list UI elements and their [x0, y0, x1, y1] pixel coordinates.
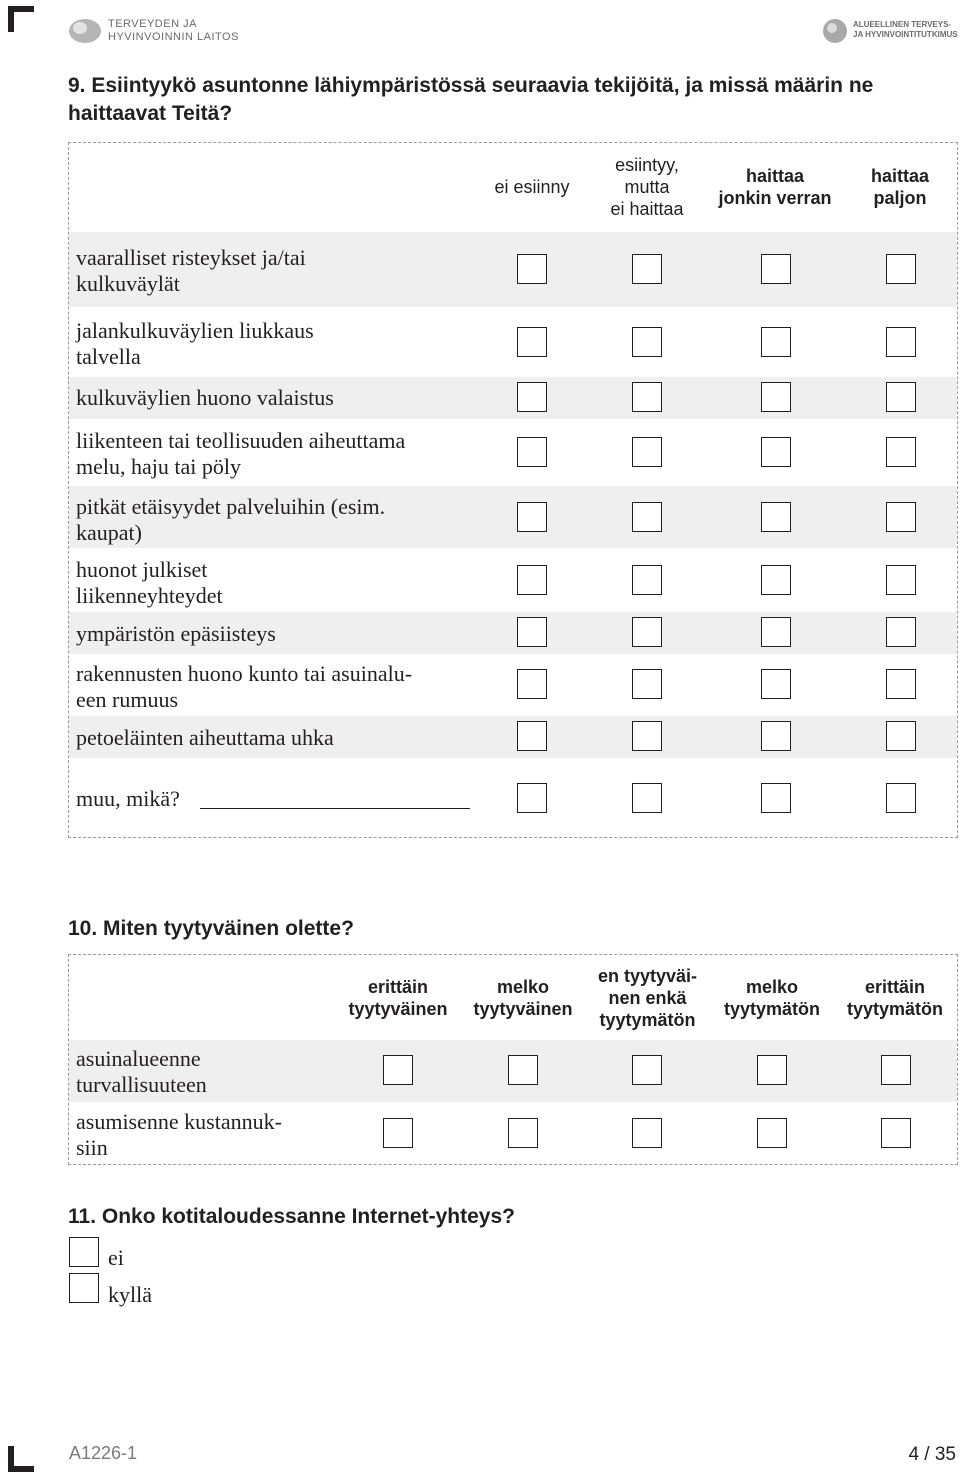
- q9-r4-esiintyy-checkbox[interactable]: [632, 437, 662, 467]
- q9-r7-esiintyy-checkbox[interactable]: [632, 617, 662, 647]
- footer-form-code: A1226-1: [69, 1443, 138, 1463]
- q9-row-label-9: petoeläinten aiheuttama uhka: [76, 725, 334, 750]
- q11-option-ei-checkbox[interactable]: [69, 1237, 99, 1267]
- q9-row-label-7: ympäristön epäsiisteys: [76, 621, 276, 646]
- q9-r5-esiintyy-checkbox[interactable]: [632, 502, 662, 532]
- thl-logo-icon: [68, 17, 102, 45]
- q9-r1-paljon-checkbox[interactable]: [886, 254, 916, 284]
- q9-r6-jonkin-verran-checkbox[interactable]: [761, 565, 791, 595]
- q9-r5-jonkin-verran-checkbox[interactable]: [761, 502, 791, 532]
- q9-r6-ei-esiinny-checkbox[interactable]: [517, 565, 547, 595]
- thl-logo-line2: HYVINVOINNIN LAITOS: [108, 31, 239, 43]
- q9-row-label-8: rakennusten huono kunto tai asuinalu- een rumuus: [76, 661, 413, 712]
- q9-row-label-2: jalankulkuväylien liukkaus talvella: [76, 318, 314, 369]
- thl-logo: [68, 16, 248, 46]
- q9-row-label-5: pitkät etäisyydet palveluihin (esim. kaupat): [76, 494, 386, 545]
- q9-r7-jonkin-verran-checkbox[interactable]: [761, 617, 791, 647]
- q10-col-melko-tyytyvainen: melko tyytyväinen: [473, 977, 573, 1019]
- q9-r4-paljon-checkbox[interactable]: [886, 437, 916, 467]
- q9-r4-ei-esiinny-checkbox[interactable]: [517, 437, 547, 467]
- q9-r9-esiintyy-checkbox[interactable]: [632, 721, 662, 751]
- q9-r9-jonkin-verran-checkbox[interactable]: [761, 721, 791, 751]
- ath-logo-line2: JA HYVINVOINTITUTKIMUS: [853, 30, 958, 39]
- q9-r6-paljon-checkbox[interactable]: [886, 565, 916, 595]
- q9-r2-ei-esiinny-checkbox[interactable]: [517, 327, 547, 357]
- q9-r3-esiintyy-checkbox[interactable]: [632, 382, 662, 412]
- q10-col-erittain-tyytymaton: erittäin tyytymätön: [846, 977, 944, 1019]
- q10-r1-neutral-checkbox[interactable]: [632, 1055, 662, 1085]
- q10-r2-erittain-tyytyvainen-checkbox[interactable]: [383, 1118, 413, 1148]
- q9-r6-esiintyy-checkbox[interactable]: [632, 565, 662, 595]
- q10-r2-melko-tyytyvainen-checkbox[interactable]: [508, 1118, 538, 1148]
- q9-r10-paljon-checkbox[interactable]: [886, 783, 916, 813]
- q10-r2-neutral-checkbox[interactable]: [632, 1118, 662, 1148]
- ath-logo: [820, 17, 958, 45]
- q9-r5-paljon-checkbox[interactable]: [886, 502, 916, 532]
- q10-col-melko-tyytymaton: melko tyytymätön: [723, 977, 821, 1019]
- q9-r1-esiintyy-checkbox[interactable]: [632, 254, 662, 284]
- q9-col-esiintyy-ei-haittaa: esiintyy, mutta ei haittaa: [610, 155, 684, 219]
- q10-r2-melko-tyytymaton-checkbox[interactable]: [757, 1118, 787, 1148]
- q9-r8-esiintyy-checkbox[interactable]: [632, 669, 662, 699]
- q9-r2-paljon-checkbox[interactable]: [886, 327, 916, 357]
- q9-r2-esiintyy-checkbox[interactable]: [632, 327, 662, 357]
- q9-r9-ei-esiinny-checkbox[interactable]: [517, 721, 547, 751]
- q10-row-label-2: asumisenne kustannuk- siin: [76, 1109, 282, 1160]
- q9-r7-ei-esiinny-checkbox[interactable]: [517, 617, 547, 647]
- q9-r8-jonkin-verran-checkbox[interactable]: [761, 669, 791, 699]
- q9-other-write-in-line[interactable]: [200, 808, 470, 809]
- q9-r1-ei-esiinny-checkbox[interactable]: [517, 254, 547, 284]
- q10-col-neutral: en tyytyväi- nen enkä tyytymätön: [597, 966, 698, 1030]
- q9-r9-paljon-checkbox[interactable]: [886, 721, 916, 751]
- q10-title: 10. Miten tyytyväinen olette?: [68, 917, 354, 940]
- q9-title-line2: haittaavat Teitä?: [68, 102, 233, 125]
- q10-r2-erittain-tyytymaton-checkbox[interactable]: [881, 1118, 911, 1148]
- q9-r8-ei-esiinny-checkbox[interactable]: [517, 669, 547, 699]
- q9-r3-ei-esiinny-checkbox[interactable]: [517, 382, 547, 412]
- q10-row-label-1: asuinalueenne turvallisuuteen: [76, 1046, 207, 1097]
- q9-row-label-other: muu, mikä?: [76, 786, 180, 811]
- q9-r3-paljon-checkbox[interactable]: [886, 382, 916, 412]
- q9-row-label-1: vaaralliset risteykset ja/tai kulkuväylät: [76, 245, 306, 296]
- q10-r1-erittain-tyytymaton-checkbox[interactable]: [881, 1055, 911, 1085]
- q9-r2-jonkin-verran-checkbox[interactable]: [761, 327, 791, 357]
- q9-r1-jonkin-verran-checkbox[interactable]: [761, 254, 791, 284]
- q11-option-ei-label: ei: [108, 1245, 124, 1270]
- q11-option-kylla-checkbox[interactable]: [69, 1273, 99, 1303]
- q9-r4-jonkin-verran-checkbox[interactable]: [761, 437, 791, 467]
- q9-col-ei-esiinny: ei esiinny: [494, 177, 570, 197]
- crop-mark-top-left-horizontal: [8, 6, 34, 12]
- q9-r10-ei-esiinny-checkbox[interactable]: [517, 783, 547, 813]
- ath-logo-icon: [822, 18, 848, 44]
- q9-r3-jonkin-verran-checkbox[interactable]: [761, 382, 791, 412]
- thl-logo-line1: TERVEYDEN JA: [108, 18, 197, 30]
- q9-row-label-4: liikenteen tai teollisuuden aiheuttama melu, haju tai pöly: [76, 428, 406, 479]
- q9-r7-paljon-checkbox[interactable]: [886, 617, 916, 647]
- q10-r1-erittain-tyytyvainen-checkbox[interactable]: [383, 1055, 413, 1085]
- q11-option-kylla-label: kyllä: [108, 1282, 152, 1307]
- q9-row-label-3: kulkuväylien huono valaistus: [76, 385, 334, 410]
- q9-r10-jonkin-verran-checkbox[interactable]: [761, 783, 791, 813]
- q9-row-label-6: huonot julkiset liikenneyhteydet: [76, 557, 223, 608]
- q9-r10-esiintyy-checkbox[interactable]: [632, 783, 662, 813]
- q9-title-line1: 9. Esiintyykö asuntonne lähiympäristössä seuraavia tekijöitä, ja missä määrin ne: [68, 74, 874, 97]
- crop-mark-bottom-left-horizontal: [8, 1466, 34, 1472]
- q9-r8-paljon-checkbox[interactable]: [886, 669, 916, 699]
- q9-r5-ei-esiinny-checkbox[interactable]: [517, 502, 547, 532]
- q11-title: 11. Onko kotitaloudessanne Internet-yhteys?: [68, 1205, 515, 1228]
- ath-logo-line1: ALUEELLINEN TERVEYS-: [853, 20, 952, 29]
- q9-col-haittaa-paljon: haittaa paljon: [870, 166, 930, 208]
- q10-r1-melko-tyytyvainen-checkbox[interactable]: [508, 1055, 538, 1085]
- q10-col-erittain-tyytyvainen: erittäin tyytyväinen: [348, 977, 448, 1019]
- footer-page-number: 4 / 35: [908, 1444, 956, 1465]
- q10-r1-melko-tyytymaton-checkbox[interactable]: [757, 1055, 787, 1085]
- q9-col-haittaa-jonkin-verran: haittaa jonkin verran: [718, 166, 832, 208]
